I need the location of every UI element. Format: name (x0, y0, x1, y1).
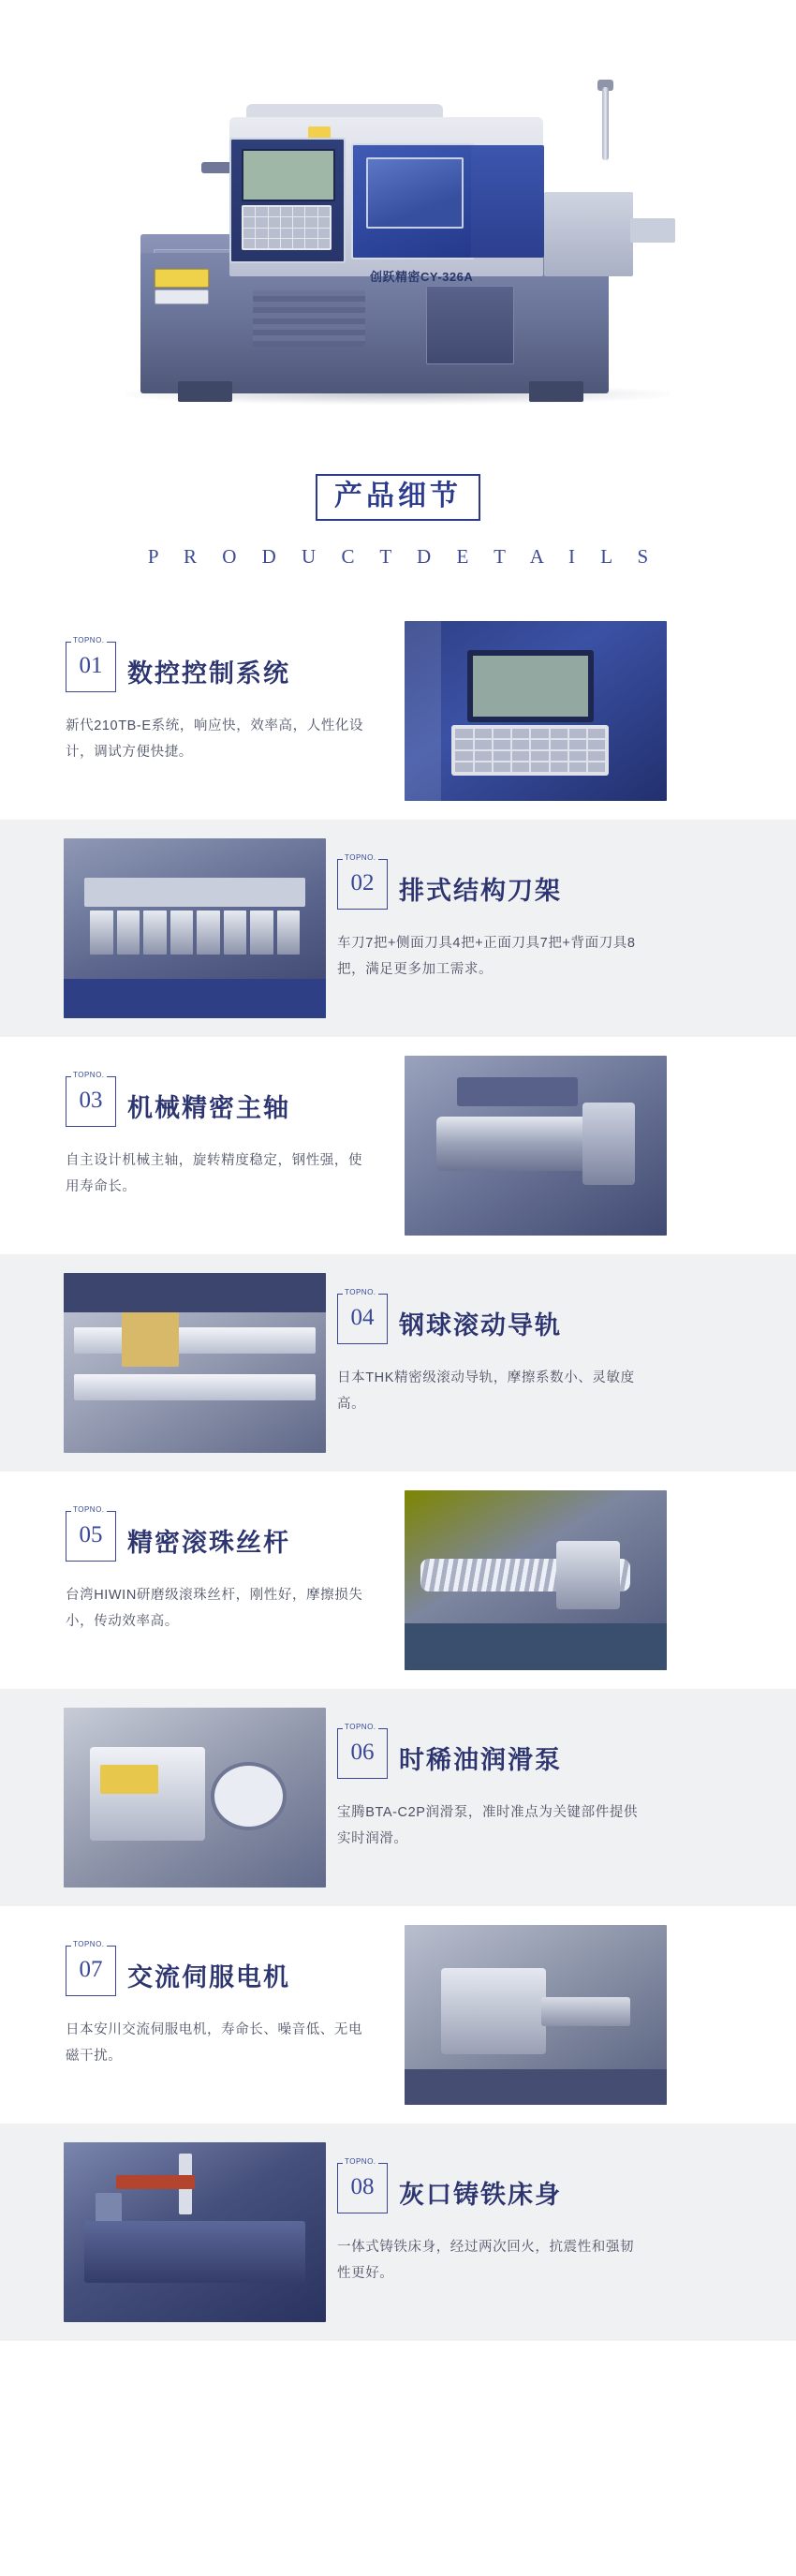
feature-desc: 车刀7把+侧面刀具4把+正面刀具7把+背面刀具8把，满足更多加工需求。 (337, 936, 636, 978)
ball-screw-photo (405, 1490, 667, 1670)
feature-desc: 台湾HIWIN研磨级滚珠丝杆，刚性好，摩擦损失小，传动效率高。 (66, 1588, 363, 1630)
feature-number: 05 (79, 1522, 103, 1547)
feature-title: 数控控制系统 (127, 659, 290, 688)
feature-headline-03 (66, 1071, 375, 1127)
feature-number: 02 (350, 870, 375, 896)
ac-servo-motor-photo (405, 1925, 667, 2105)
feature-headline-04 (337, 1288, 646, 1344)
topno-label: TOPNO. (345, 2157, 376, 2166)
feature-number-box-05 (66, 1505, 116, 1562)
feature-text-02 (337, 853, 646, 984)
section-title-en: P R O D U C T D E T A I L S (147, 545, 659, 568)
machine-lower-door (426, 286, 514, 364)
feature-number: 03 (79, 1088, 103, 1113)
feature-title: 灰口铸铁床身 (399, 2181, 562, 2210)
cnc-control-panel-photo (405, 621, 667, 801)
feature-item-03 (0, 1037, 796, 1254)
feature-item-01 (0, 602, 796, 820)
feature-desc: 一体式铸铁床身，经过两次回火，抗震性和强韧性更好。 (337, 2240, 635, 2282)
topno-label: TOPNO. (345, 1288, 376, 1296)
feature-number-box-03 (66, 1071, 116, 1127)
ball-guide-rail-photo (64, 1273, 326, 1453)
feature-title: 钢球滚动导轨 (399, 1311, 562, 1340)
feature-item-02 (0, 820, 796, 1037)
machine-blue-door (351, 143, 475, 259)
feature-item-08 (0, 2124, 796, 2341)
feature-text-07 (66, 1940, 375, 2070)
machine-screen (242, 149, 335, 201)
topno-label: TOPNO. (73, 636, 105, 644)
machine-model-label: 创跃精密CY-326A (370, 270, 474, 284)
feature-title: 交流伺服电机 (127, 1963, 290, 1992)
topno-label: TOPNO. (345, 1723, 376, 1731)
feature-item-05 (0, 1472, 796, 1689)
machine-rod (602, 87, 609, 160)
feature-number-box-07 (66, 1940, 116, 1996)
feature-headline-08 (337, 2157, 646, 2213)
feature-text-04 (337, 1288, 646, 1418)
feature-headline-01 (66, 636, 375, 692)
feature-item-06 (0, 1689, 796, 1906)
feature-text-03 (66, 1071, 375, 1201)
machine-keypad (242, 205, 332, 250)
feature-list (0, 602, 796, 2341)
feature-headline-06 (337, 1723, 646, 1779)
machine-vent (253, 290, 365, 347)
lubrication-pump-photo (64, 1708, 326, 1888)
section-title (0, 474, 796, 569)
feature-number-box-04 (337, 1288, 388, 1344)
tool-holder-row-photo (64, 838, 326, 1018)
feature-desc: 日本THK精密级滚动导轨，摩擦系数小、灵敏度高。 (337, 1370, 635, 1413)
machine-blue-right-panel (471, 145, 544, 258)
hero-section (0, 0, 796, 468)
topno-label: TOPNO. (73, 1505, 105, 1514)
feature-text-06 (337, 1723, 646, 1853)
feature-number-box-08 (337, 2157, 388, 2213)
feature-desc: 宝腾BTA-C2P润滑泵，准时准点为关键部件提供实时润滑。 (337, 1805, 639, 1847)
machine-foot-left (178, 381, 232, 402)
topno-label: TOPNO. (73, 1940, 105, 1948)
feature-number: 07 (79, 1957, 103, 1982)
machine-door-window (366, 157, 464, 229)
feature-item-04 (0, 1254, 796, 1472)
feature-headline-07 (66, 1940, 375, 1996)
feature-title: 时稀油润滑泵 (399, 1746, 562, 1775)
feature-number: 01 (79, 653, 103, 678)
feature-number-box-01 (66, 636, 116, 692)
feature-text-05 (66, 1505, 375, 1636)
feature-desc: 新代210TB-E系统，响应快，效率高，人性化设计，调试方便快捷。 (66, 718, 364, 761)
feature-number: 08 (350, 2174, 375, 2199)
feature-text-08 (337, 2157, 646, 2287)
feature-title: 精密滚珠丝杆 (127, 1529, 290, 1558)
feature-number-box-06 (337, 1723, 388, 1779)
feature-headline-05 (66, 1505, 375, 1562)
topno-label: TOPNO. (345, 853, 376, 862)
feature-text-01 (66, 636, 375, 766)
feature-headline-02 (337, 853, 646, 910)
machine-control-panel (229, 138, 346, 263)
feature-number: 06 (350, 1740, 375, 1765)
feature-number-box-02 (337, 853, 388, 910)
machine-foot-right (529, 381, 583, 402)
feature-item-07 (0, 1906, 796, 2124)
feature-desc: 日本安川交流伺服电机，寿命长、噪音低、无电磁干扰。 (66, 2022, 363, 2065)
section-title-cn: 产品细节 (316, 474, 480, 521)
feature-desc: 自主设计机械主轴，旋转精度稳定，钢性强，使用寿命长。 (66, 1153, 363, 1195)
feature-title: 排式结构刀架 (399, 877, 562, 906)
machine-right-module (544, 192, 633, 276)
feature-title: 机械精密主轴 (127, 1094, 290, 1123)
cnc-lathe-machine-photo (89, 52, 707, 422)
cast-iron-bed-photo (64, 2142, 326, 2322)
machine-white-label (155, 289, 209, 304)
machine-yellow-label (155, 269, 209, 288)
precision-spindle-photo (405, 1056, 667, 1236)
machine-right-tip (630, 218, 675, 243)
topno-label: TOPNO. (73, 1071, 105, 1079)
feature-number: 04 (350, 1305, 375, 1330)
